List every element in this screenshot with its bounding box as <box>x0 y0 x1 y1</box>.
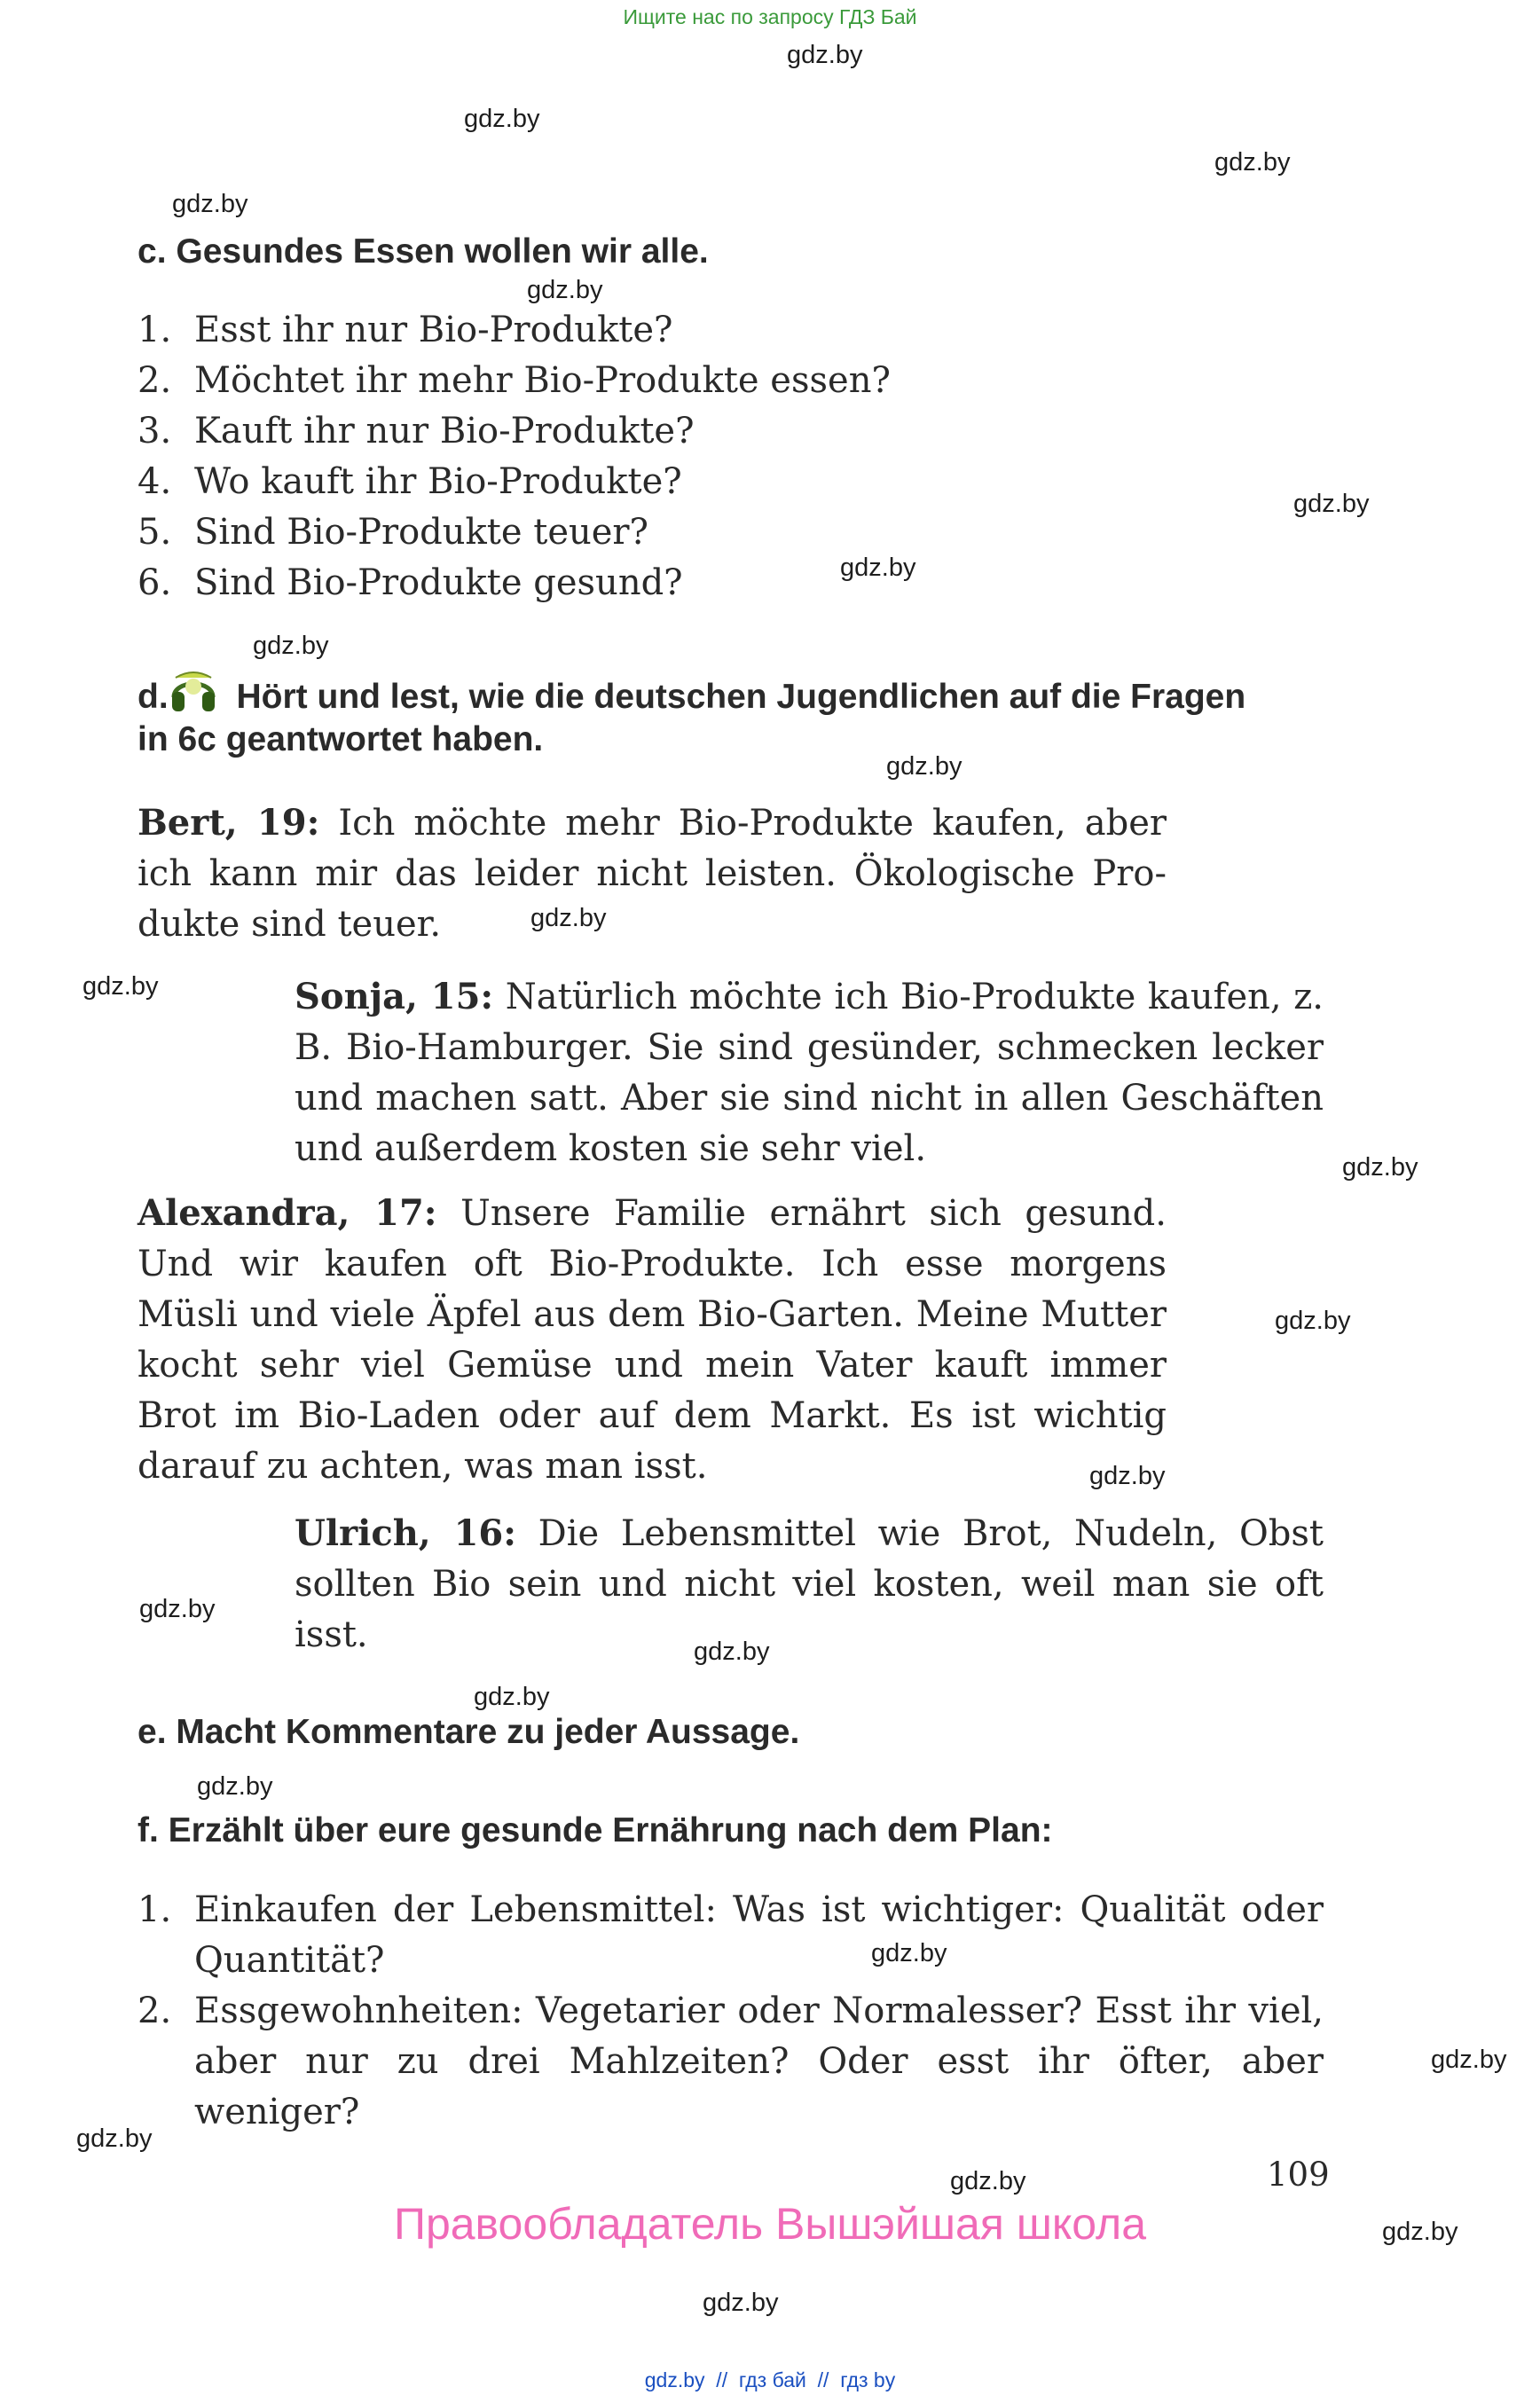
watermark: gdz.by <box>840 554 916 582</box>
watermark: gdz.by <box>1382 2218 1458 2246</box>
watermark: gdz.by <box>1431 2046 1507 2074</box>
watermark: gdz.by <box>1089 1462 1166 1490</box>
section-f-title: f. Erzählt über eure gesunde Ernährung nach dem Plan: <box>138 1811 1053 1849</box>
question-list <box>138 305 891 609</box>
rights-holder: Правообладатель Вышэйшая школа <box>394 2199 1146 2249</box>
list-item: 5. Sind Bio-Produkte teuer? <box>138 512 648 553</box>
watermark: gdz.by <box>530 904 607 932</box>
watermark: gdz.by <box>253 632 329 660</box>
watermark: gdz.by <box>1342 1153 1418 1182</box>
list-item: 2. Möchtet ihr mehr Bio-Produkte essen? <box>138 360 891 401</box>
watermark: gdz.by <box>1275 1307 1351 1335</box>
top-banner: Ищите нас по запросу ГДЗ Бай <box>623 5 917 28</box>
watermark: gdz.by <box>1214 148 1291 177</box>
watermark: gdz.by <box>871 1939 947 1967</box>
watermark: gdz.by <box>172 190 248 218</box>
list-item: 4. Wo kauft ihr Bio-Produkte? <box>138 461 682 502</box>
watermark: gdz.by <box>197 1772 273 1801</box>
section-c-title: c. Gesundes Essen wollen wir alle. <box>138 232 709 271</box>
watermark: gdz.by <box>694 1637 770 1666</box>
statement-bert: Bert, 19: Ich möchte mehr Bio-Produkte kaufen, aber ich kann mir das leider nicht leisten. Ökologische Produkte sind teuer. <box>138 802 1167 945</box>
watermark: gdz.by <box>527 276 603 304</box>
statement-alexandra: Alexandra, 17: Unsere Familie ernährt sich gesund. Und wir kaufen oft Bio-Produkte. Ich esse morgens Müsli und viele Äpfel aus dem Bio-Garten. Meine Mutter kocht sehr viel Gemüse und mein Vater kauft immer Brot im Bio-Laden oder auf dem Markt. Es ist wichtig darauf zu achten, was man isst. <box>138 1192 1167 1487</box>
list-item: 6. Sind Bio-Produkte gesund? <box>138 562 683 603</box>
list-item: 1. Einkaufen der Lebensmittel: Was ist wichtiger: Qualität oder Quantität? <box>138 1889 1324 1981</box>
statement-sonja: Sonja, 15: Natürlich möchte ich Bio-Produkte kaufen, z. B. Bio-Hamburger. Sie sind gesünder, schmecken lecker und machen satt. Aber sie sind nicht in allen Geschäften und außerdem kosten sie sehr viel. <box>295 976 1324 1169</box>
statement-ulrich: Ulrich, 16: Die Lebensmittel wie Brot, Nudeln, Obst sollten Bio sein und nicht viel kosten, weil man sie oft isst. <box>295 1512 1324 1655</box>
watermark: gdz.by <box>886 752 962 781</box>
section-d-title-prefix: d. Hört und lest, wie die deutschen Jugendlichen auf die Fragen <box>138 669 1245 727</box>
watermark: gdz.by <box>787 41 863 69</box>
list-item: 1. Esst ihr nur Bio-Produkte? <box>138 310 673 350</box>
watermark: gdz.by <box>1293 490 1370 518</box>
watermark: gdz.by <box>139 1595 216 1623</box>
watermark: gdz.by <box>82 972 159 1001</box>
watermark: gdz.by <box>464 105 540 133</box>
watermark: gdz.by <box>76 2124 153 2153</box>
section-d-title-line2: in 6c geantwortet haben. <box>138 720 544 758</box>
section-e-title: e. Macht Kommentare zu jeder Aussage. <box>138 1713 800 1751</box>
watermark: gdz.by <box>703 2289 779 2317</box>
list-item: 3. Kauft ihr nur Bio-Produkte? <box>138 411 695 452</box>
footer-links[interactable]: gdz.by // гдз бай // гдз by <box>644 2368 896 2391</box>
watermark: gdz.by <box>474 1683 550 1711</box>
list-item: 2. Essgewohnheiten: Vegetarier oder Normalesser? Esst ihr viel, aber nur zu drei Mahlzeiten? Oder esst ihr öfter, aber weniger? <box>138 1991 1324 2132</box>
watermark: gdz.by <box>950 2167 1026 2195</box>
page-number: 109 <box>1267 2156 1330 2194</box>
